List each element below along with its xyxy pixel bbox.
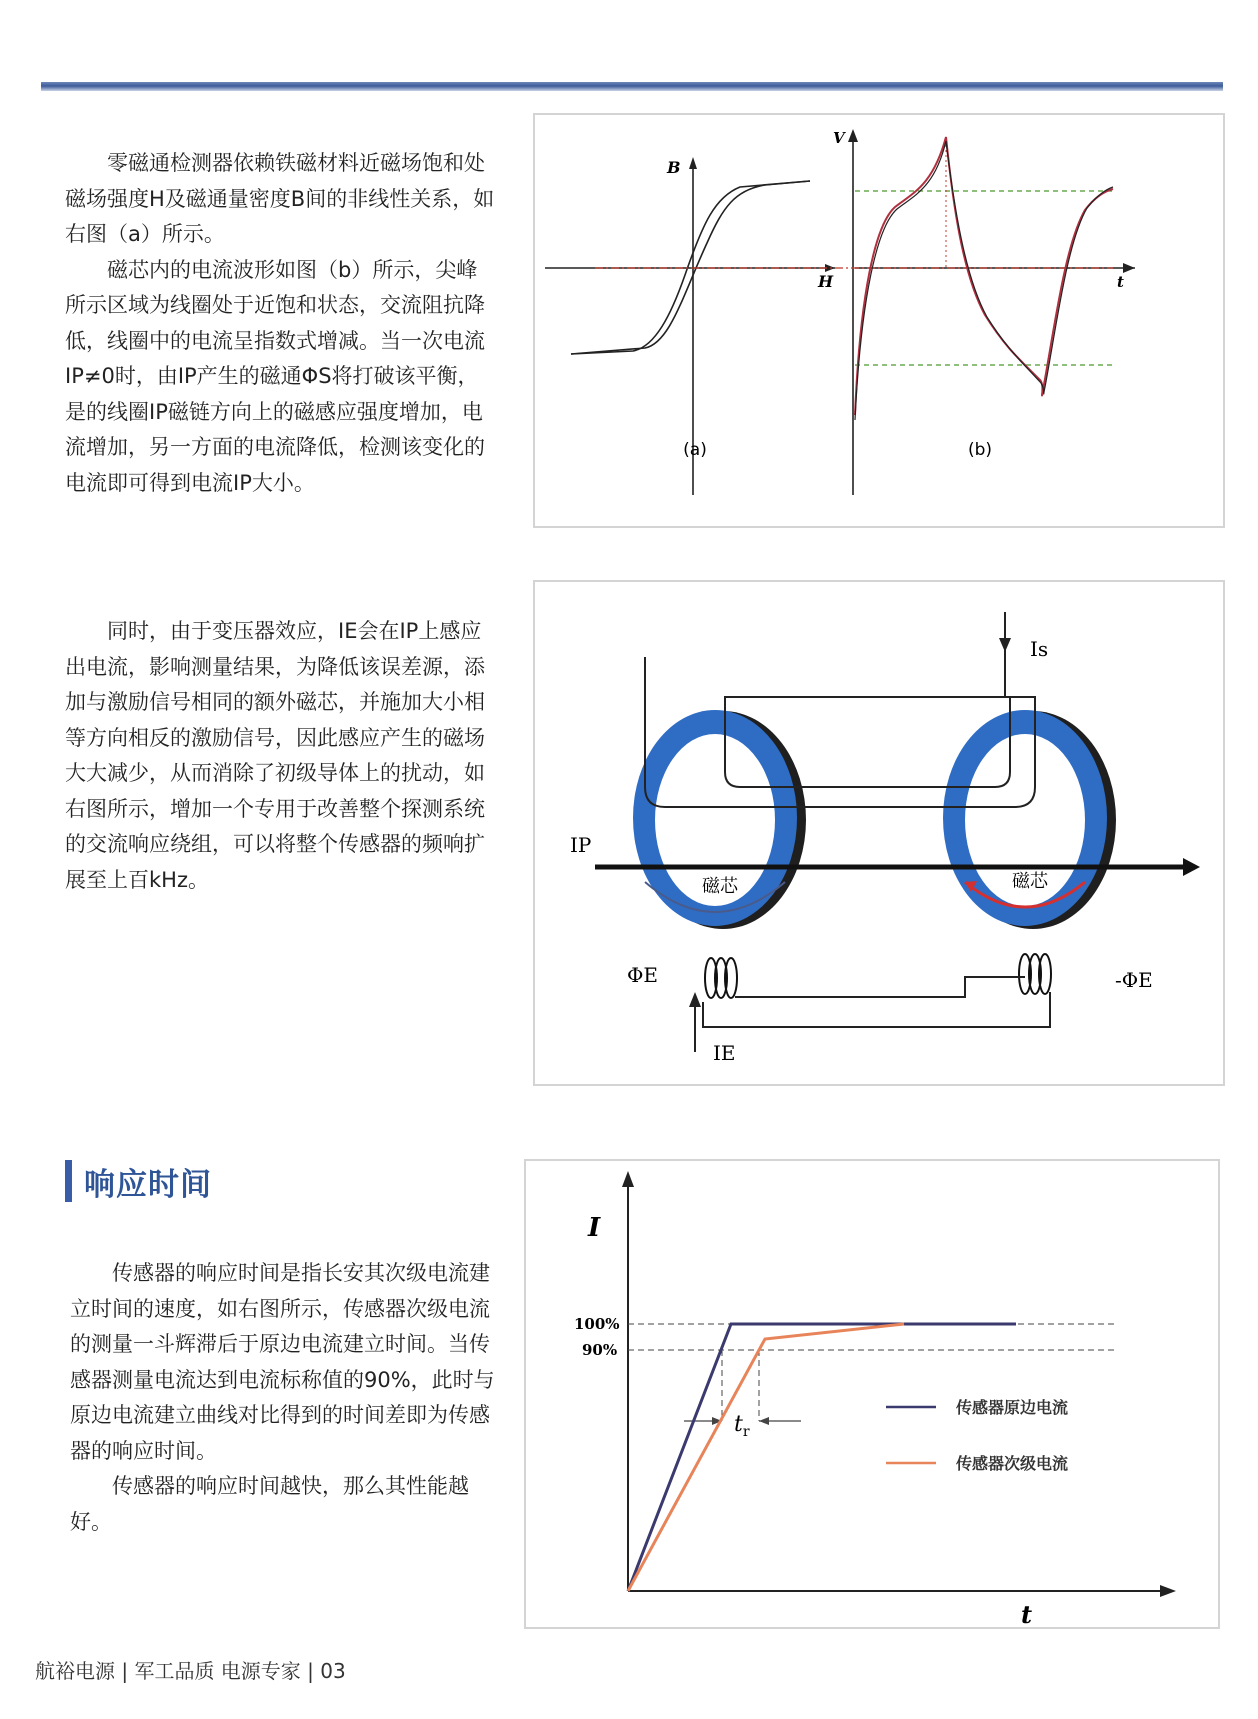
section1-text [65, 146, 495, 501]
secondary-current-line [628, 1324, 904, 1591]
section3-text [70, 1256, 495, 1540]
header-bar [41, 82, 1223, 91]
tick-90: 90% [582, 1341, 618, 1359]
section-heading [65, 1160, 212, 1202]
left-coil [705, 958, 737, 998]
panel-a-hysteresis [545, 157, 835, 495]
y-axis-label: I [588, 1213, 601, 1243]
section3-paragraph-1: 传感器的响应时间是指长安其次级电流建立时间的速度，如右图所示，传感器次级电流的测量一斗辉滞后于原边电流建立时间。当传感器测量电流达到电流标称值的90%，此时与原边电流建立曲线对比得到的时间差即为传感器的响应时间。 [70, 1261, 495, 1463]
panel-b-caption: (b) [967, 440, 993, 460]
label-core-left: 磁芯 [702, 876, 738, 897]
figure-hysteresis-waveform [533, 113, 1225, 528]
heading-text: 响应时间 [84, 1166, 212, 1203]
panel-b-y-label: V [833, 129, 845, 147]
panel-a-caption: (a) [683, 440, 707, 460]
legend-secondary: 传感器次级电流 [956, 1454, 1069, 1473]
panel-b-x-label: t [1117, 273, 1124, 291]
label-ie: IE [713, 1041, 736, 1065]
section2-text [65, 614, 495, 898]
legend [886, 1398, 1068, 1473]
label-is: Is [1030, 637, 1049, 661]
panel-a-y-label: B [667, 158, 681, 177]
figure-dual-core-diagram [533, 580, 1225, 1086]
right-coil [1019, 954, 1051, 994]
section2-paragraph-1: 同时，由于变压器效应，IE会在IP上感应出电流，影响测量结果，为降低该误差源，添加与激励信号相同的额外磁芯，并施加大小相等方向相反的激励信号，因此感应产生的磁场大大减少，从而消除了初级导体上的扰动，如右图所示，增加一个专用于改善整个探测系统的交流响应绕组，可以将整个传感器的频响扩展至上百kHz。 [65, 619, 485, 892]
label-phi-e: ΦE [627, 963, 658, 987]
footer: 航裕电源 | 军工品质 电源专家 | 03 [35, 1659, 346, 1683]
section1-paragraph-2: 磁芯内的电流波形如图（b）所示，尖峰所示区域为线圈处于近饱和状态，交流阻抗降低，线圈中的电流呈指数式增减。当一次电流IP≠0时，由IP产生的磁通ΦS将打破该平衡，是的线圈IP磁链方向上的磁感应强度增加，电流增加，另一方面的电流降低，检测该变化的电流即可得到电流IP大小。 [65, 257, 485, 495]
panel-a-x-label: H [818, 272, 834, 291]
label-core-right: 磁芯 [1012, 871, 1048, 892]
figure-response-time [524, 1159, 1220, 1629]
section1-paragraph-1: 零磁通检测器依赖铁磁材料近磁场饱和处磁场强度H及磁通量密度B间的非线性关系，如右图（a）所示。 [65, 151, 495, 246]
tick-100: 100% [574, 1315, 620, 1333]
section3-paragraph-2: 传感器的响应时间越快，那么其性能越好。 [70, 1474, 469, 1534]
label-neg-phi-e: -ΦE [1115, 968, 1153, 992]
x-axis-label: t [1021, 1600, 1033, 1627]
tr-label: $t_r$ [734, 1412, 750, 1440]
legend-primary: 传感器原边电流 [956, 1398, 1069, 1417]
label-ip: IP [570, 833, 592, 857]
right-magnetic-core [943, 710, 1116, 929]
heading-accent-bar [65, 1160, 72, 1202]
